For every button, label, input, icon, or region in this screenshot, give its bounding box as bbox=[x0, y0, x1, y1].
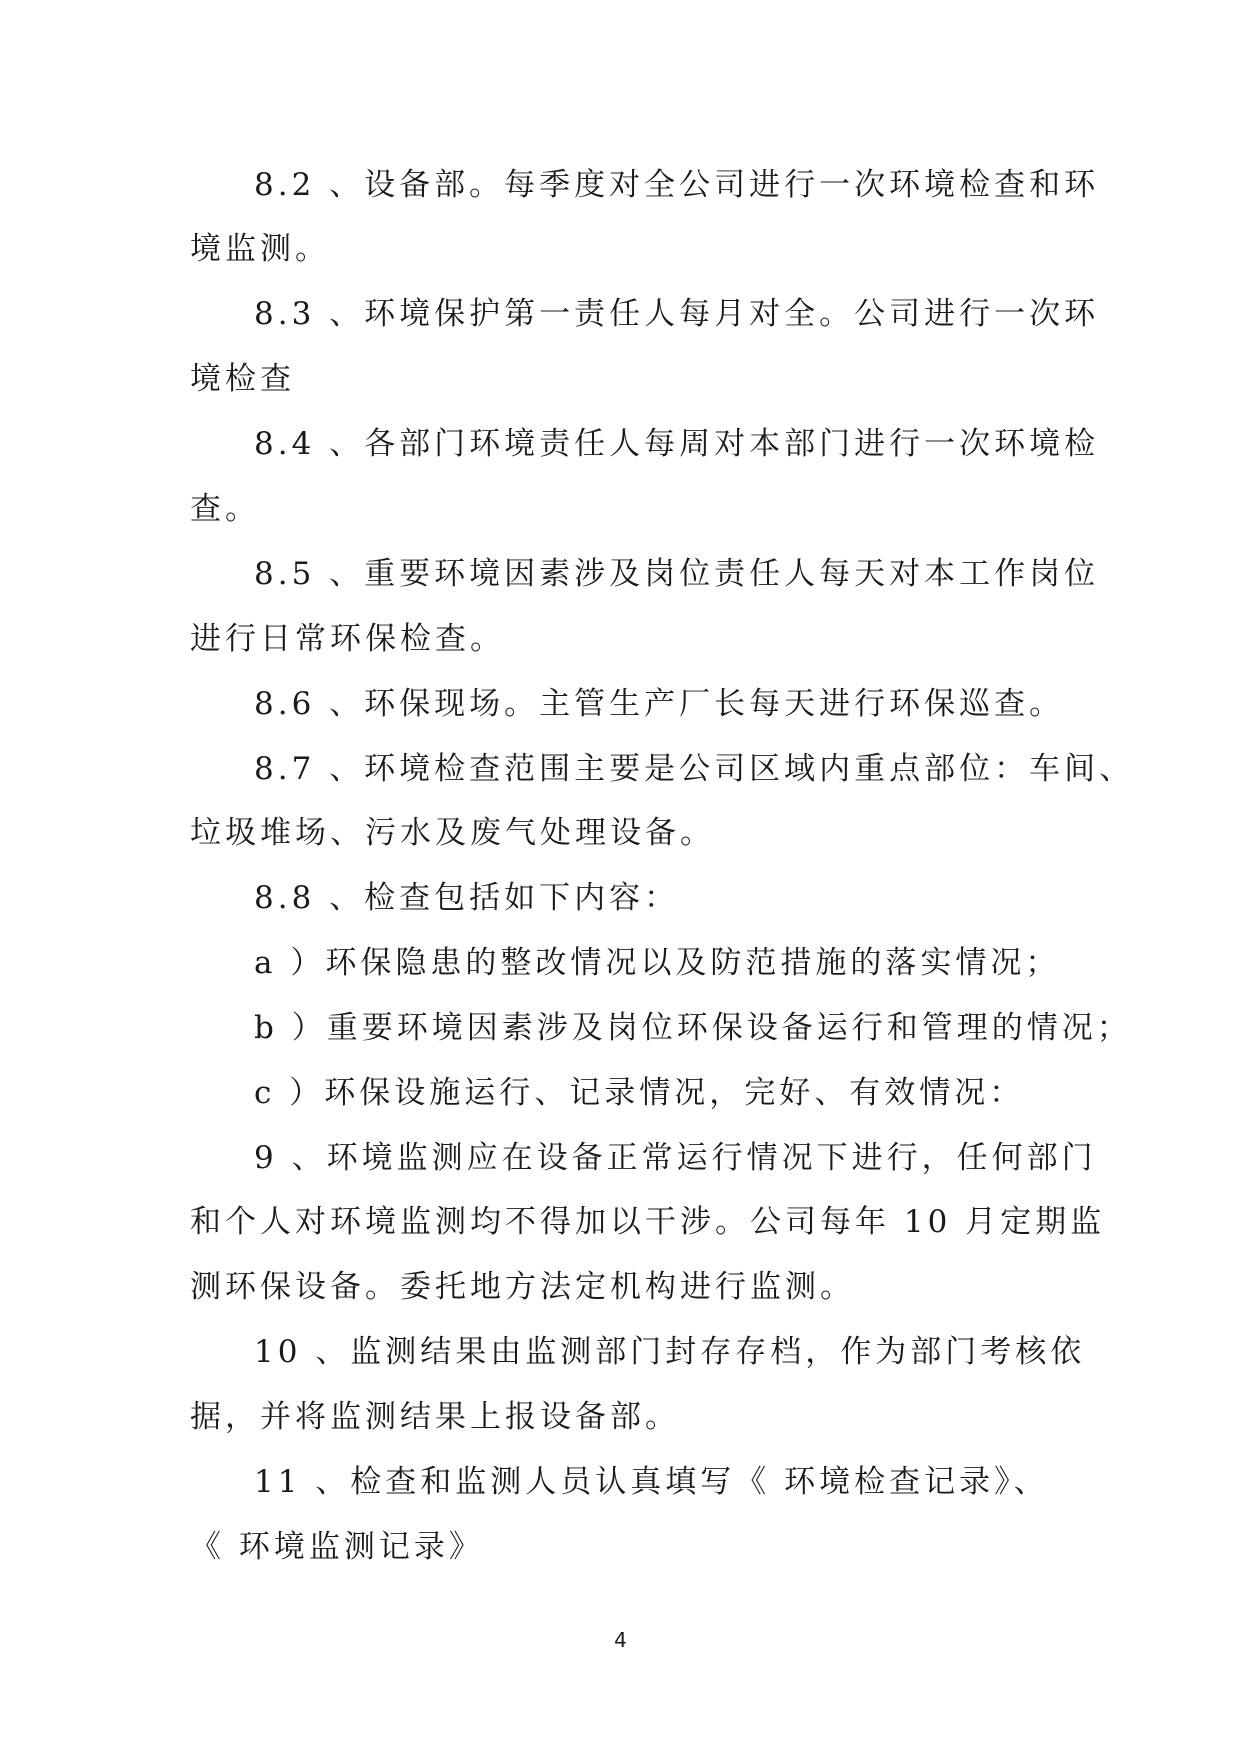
paragraph-8-7-line-1: 8.7 、环境检查范围主要是公司区域内重点部位：车间、 bbox=[254, 751, 1135, 787]
paragraph-8-4-line-2: 查。 bbox=[190, 491, 260, 527]
paragraph-8-2-line-2: 境监测。 bbox=[190, 231, 330, 267]
paragraph-8-5-line-1: 8.5 、重要环境因素涉及岗位责任人每天对本工作岗位 bbox=[254, 556, 1100, 592]
paragraph-11-line-2: 《 环境监测记录》 bbox=[190, 1529, 484, 1565]
paragraph-8-7-line-2: 垃圾堆场、污水及废气处理设备。 bbox=[190, 815, 715, 851]
page-number: 4 bbox=[614, 1628, 627, 1652]
paragraph-10-line-1: 10 、监测结果由监测部门封存存档，作为部门考核依 bbox=[254, 1334, 1086, 1370]
paragraph-8-2-line-1: 8.2 、设备部。每季度对全公司进行一次环境检查和环 bbox=[254, 167, 1100, 203]
paragraph-8-4-line-1: 8.4 、各部门环境责任人每周对本部门进行一次环境检 bbox=[254, 426, 1100, 462]
list-item-b: b ）重要环境因素涉及岗位环保设备运行和管理的情况； bbox=[254, 1010, 1132, 1046]
paragraph-8-5-line-2: 进行日常环保检查。 bbox=[190, 621, 505, 657]
paragraph-9-line-3: 测环保设备。委托地方法定机构进行监测。 bbox=[190, 1269, 855, 1305]
paragraph-8-8-line-1: 8.8 、检查包括如下内容： bbox=[254, 880, 680, 916]
paragraph-9-line-1: 9 、环境监测应在设备正常运行情况下进行，任何部门 bbox=[254, 1140, 1097, 1176]
list-item-a: a ）环保隐患的整改情况以及防范措施的落实情况； bbox=[254, 945, 1061, 981]
paragraph-9-line-2: 和个人对环境监测均不得加以干涉。公司每年 10 月定期监 bbox=[190, 1204, 1106, 1240]
paragraph-8-3-line-1: 8.3 、环境保护第一责任人每月对全。公司进行一次环 bbox=[254, 296, 1100, 332]
list-item-c: c ）环保设施运行、记录情况，完好、有效情况： bbox=[254, 1075, 1025, 1111]
paragraph-11-line-1: 11 、检查和监测人员认真填写《 环境检查记录》、 bbox=[254, 1464, 1049, 1500]
paragraph-8-3-line-2: 境检查 bbox=[190, 361, 295, 397]
paragraph-8-6-line-1: 8.6 、环保现场。主管生产厂长每天进行环保巡查。 bbox=[254, 686, 1065, 722]
paragraph-10-line-2: 据，并将监测结果上报设备部。 bbox=[190, 1399, 680, 1435]
